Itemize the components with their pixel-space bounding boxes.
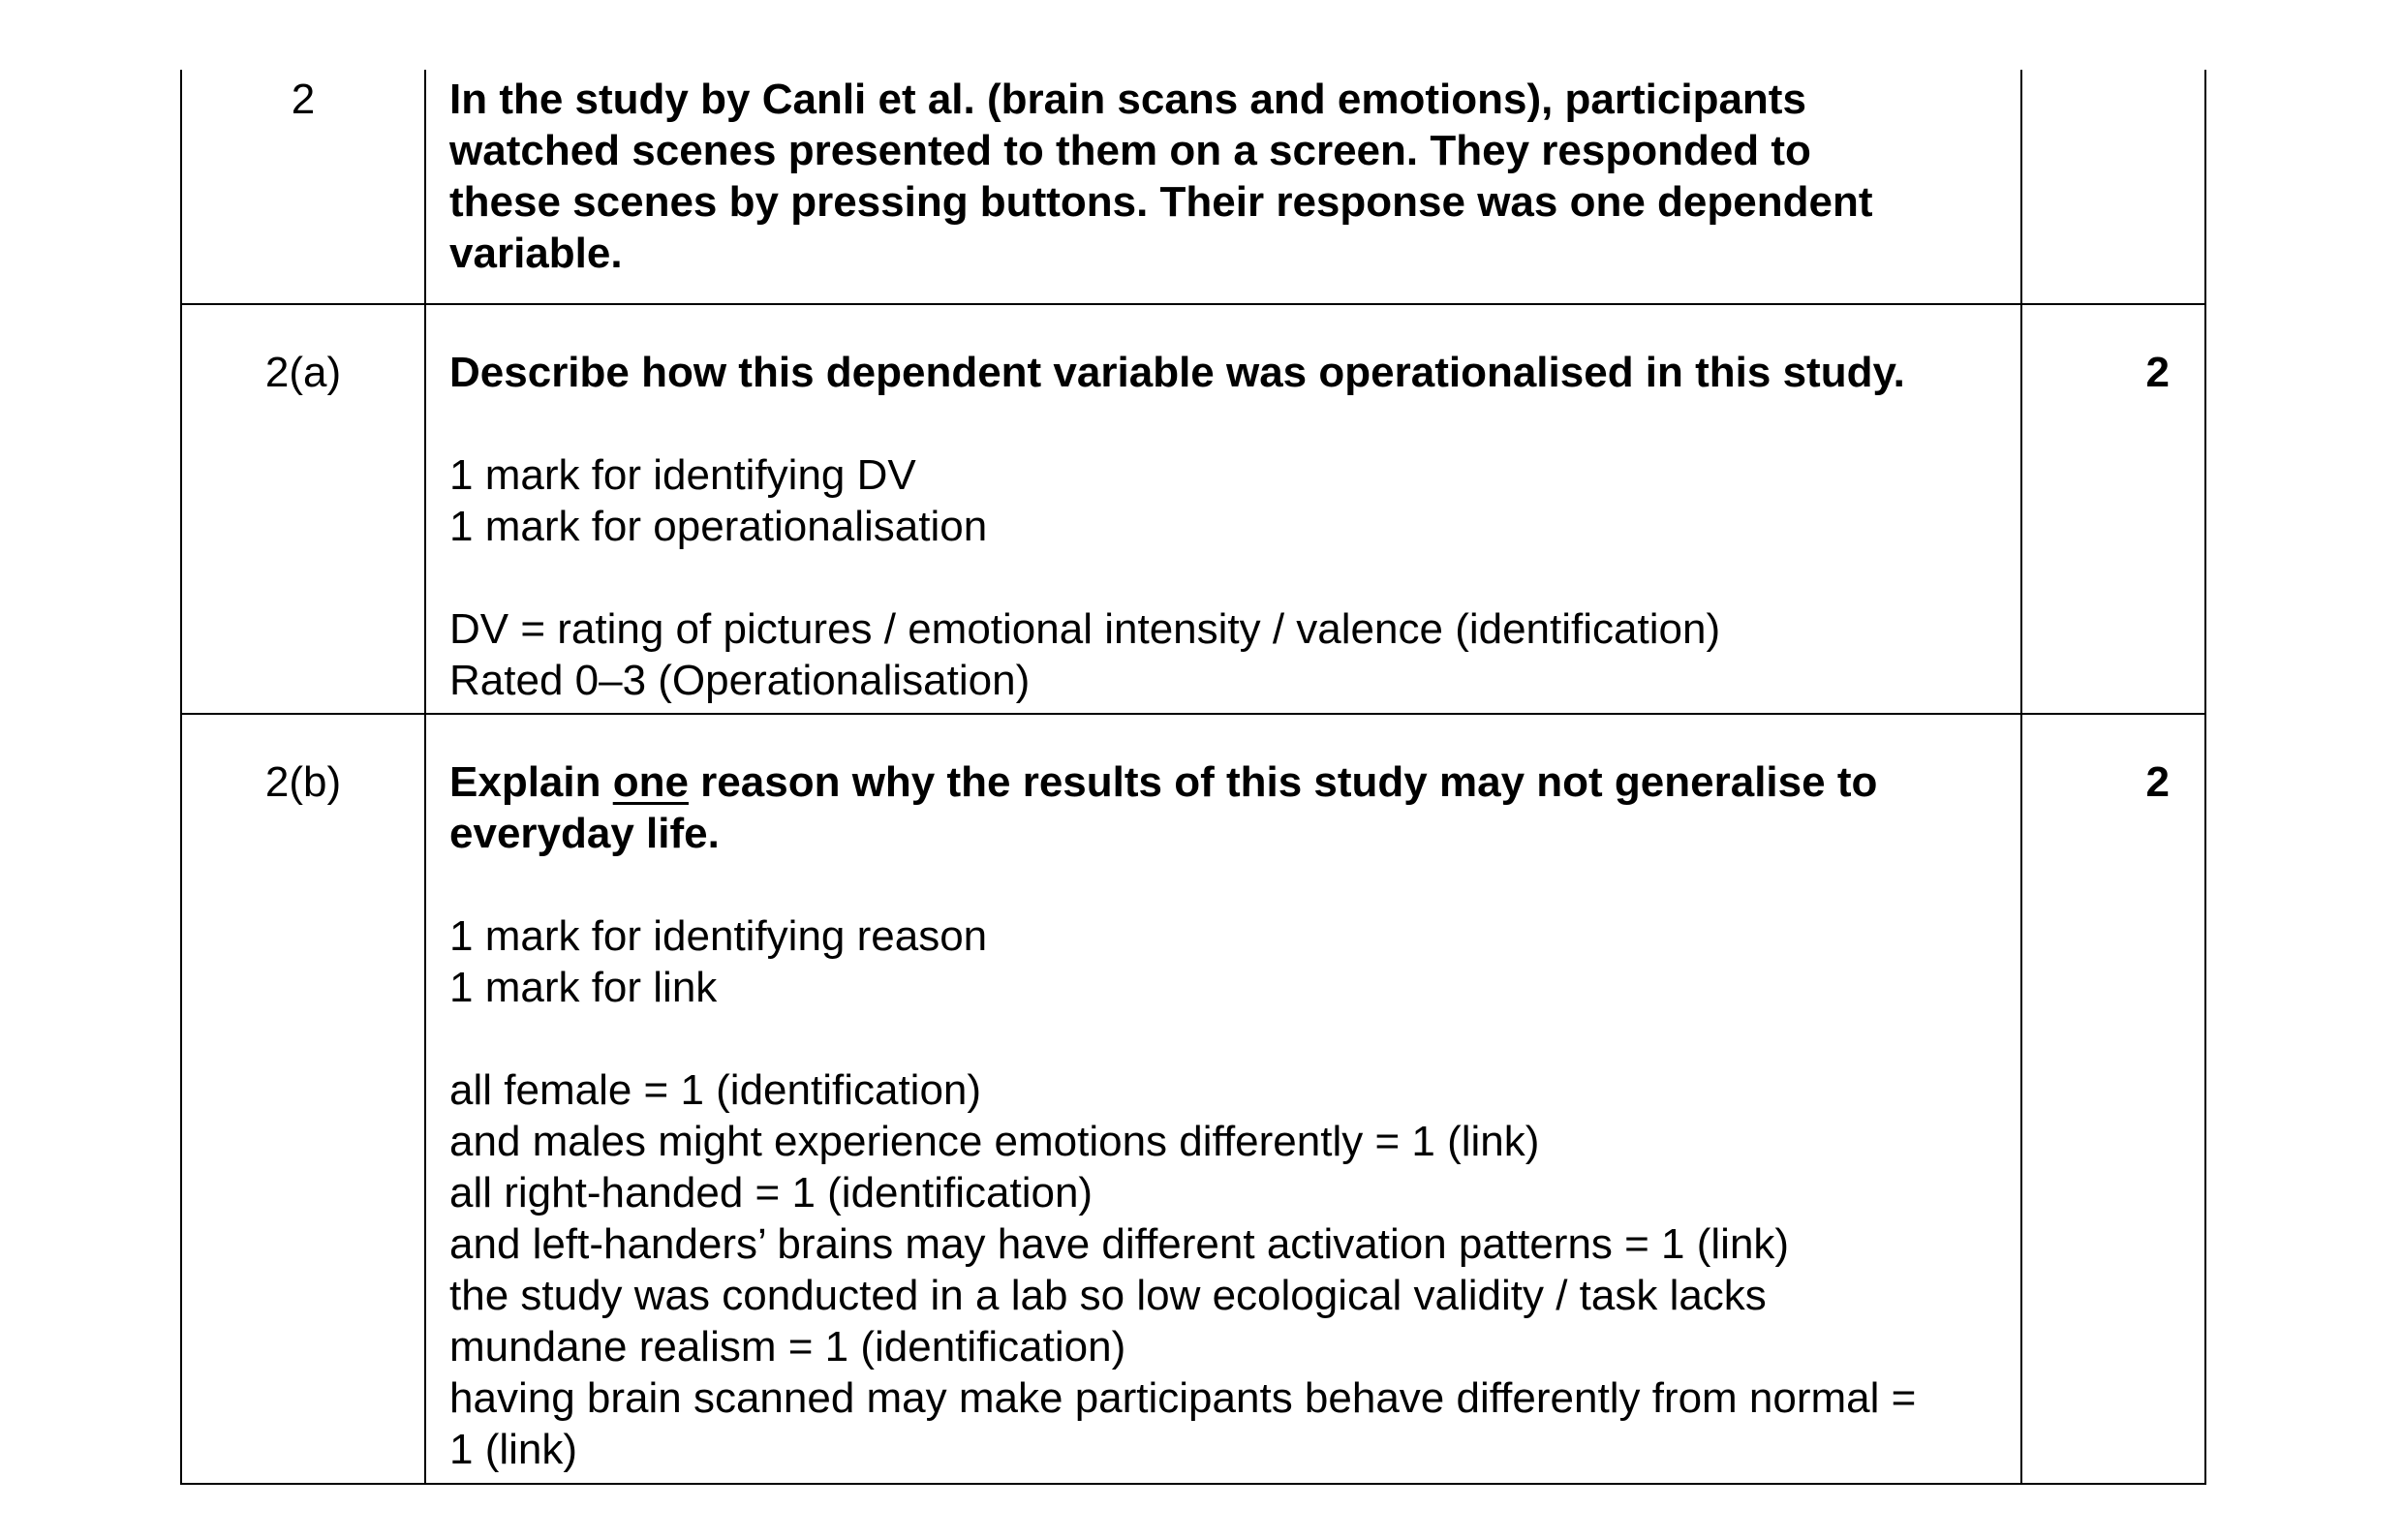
mark-guidance: 1 mark for operationalisation bbox=[449, 503, 988, 550]
stem-line: variable. bbox=[449, 230, 623, 277]
marks-cell: 2 bbox=[2021, 714, 2205, 1484]
table-row bbox=[181, 304, 2205, 714]
marks-cell: 2 bbox=[2021, 304, 2205, 714]
question-number: 2(b) bbox=[181, 714, 425, 1484]
table-row bbox=[181, 70, 2205, 304]
question-text: everyday life. bbox=[449, 810, 720, 857]
answer-line: and males might experience emotions differently = 1 (link) bbox=[449, 1118, 1540, 1165]
answer-line: having brain scanned may make participants behave differently from normal = bbox=[449, 1374, 1917, 1422]
mark-guidance: 1 mark for identifying DV bbox=[449, 451, 916, 499]
stem-line: In the study by Canli et al. (brain scans and emotions), participants bbox=[449, 76, 1806, 123]
mark-guidance: 1 mark for link bbox=[449, 964, 718, 1011]
question-number: 2(a) bbox=[181, 304, 425, 714]
question-stem bbox=[425, 70, 2021, 304]
answer-line: Rated 0–3 (Operationalisation) bbox=[449, 657, 1031, 704]
table-row bbox=[181, 714, 2205, 1484]
answer-line: all female = 1 (identification) bbox=[449, 1066, 982, 1114]
question-number: 2 bbox=[181, 70, 425, 304]
mark-scheme-table bbox=[180, 70, 2206, 1485]
answer-line: 1 (link) bbox=[449, 1426, 578, 1473]
marks-cell bbox=[2021, 70, 2205, 304]
answer-line: all right-handed = 1 (identification) bbox=[449, 1169, 1094, 1217]
question-text-part: Explain bbox=[449, 758, 613, 806]
question-content bbox=[425, 714, 2021, 1484]
stem-line: these scenes by pressing buttons. Their response was one dependent bbox=[449, 178, 1873, 226]
answer-line: and left-handers’ brains may have different activation patterns = 1 (link) bbox=[449, 1220, 1790, 1268]
stem-line: watched scenes presented to them on a screen. They responded to bbox=[449, 127, 1811, 174]
question-text bbox=[449, 756, 2001, 808]
answer-line: mundane realism = 1 (identification) bbox=[449, 1323, 1126, 1371]
mark-guidance: 1 mark for identifying reason bbox=[449, 912, 988, 960]
answer-line: the study was conducted in a lab so low ecological validity / task lacks bbox=[449, 1272, 1767, 1319]
question-content bbox=[425, 304, 2021, 714]
question-emphasis: one bbox=[612, 758, 689, 806]
question-text: Describe how this dependent variable was operationalised in this study. bbox=[449, 349, 1905, 396]
answer-line: DV = rating of pictures / emotional intensity / valence (identification) bbox=[449, 605, 1721, 653]
question-text-part: reason why the results of this study may not generalise to bbox=[688, 758, 1878, 806]
